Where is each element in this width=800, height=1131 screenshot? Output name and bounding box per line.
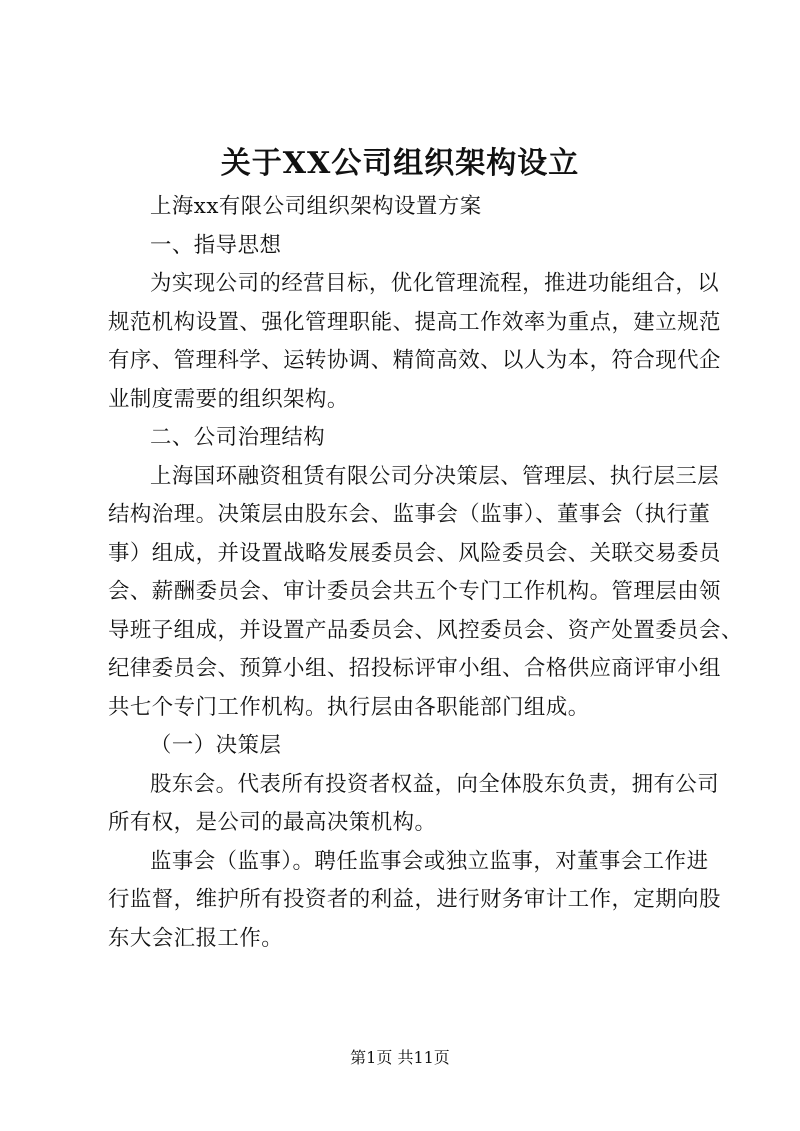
- text-line: 导班子组成，并设置产品委员会、风控委员会、资产处置委员会、: [108, 617, 743, 643]
- text-line: 会、薪酬委员会、审计委员会共五个专门工作机构。管理层由领: [108, 579, 721, 604]
- text-line: 行监督，维护所有投资者的利益，进行财务审计工作，定期向股: [108, 887, 721, 912]
- document-title: 关于XX公司组织架构设立: [220, 146, 580, 181]
- text-line: 共七个专门工作机构。执行层由各职能部门组成。: [108, 694, 590, 720]
- text-line: 结构治理。决策层由股东会、监事会（监事）、董事会（执行董: [108, 502, 711, 527]
- text-line: （一）决策层: [150, 733, 282, 758]
- text-line: 二、公司治理结构: [150, 425, 326, 450]
- text-line: 有序、管理科学、运转协调、精简高效、以人为本，符合现代企: [108, 348, 721, 373]
- text-line: 一、指导思想: [150, 232, 282, 258]
- text-line: 股东会。代表所有投资者权益，向全体股东负责，拥有公司: [150, 771, 720, 797]
- text-line: 事）组成，并设置战略发展委员会、风险委员会、关联交易委员: [108, 540, 721, 566]
- text-line: 上海国环融资租赁有限公司分决策层、管理层、执行层三层: [150, 463, 720, 489]
- text-line: 上海xx有限公司组织架构设置方案: [150, 194, 482, 219]
- text-line: 纪律委员会、预算小组、招投标评审小组、合格供应商评审小组: [108, 656, 721, 681]
- text-line: 东大会汇报工作。: [108, 925, 284, 951]
- text-line: 监事会（监事）。聘任监事会或独立监事，对董事会工作进: [150, 848, 709, 874]
- page-footer: 第1页 共11页: [350, 1048, 450, 1067]
- text-line: 所有权，是公司的最高决策机构。: [108, 810, 437, 835]
- text-line: 业制度需要的组织架构。: [108, 386, 349, 412]
- text-line: 为实现公司的经营目标，优化管理流程，推进功能组合，以: [150, 271, 720, 296]
- document-body: [108, 188, 743, 958]
- text-line: 规范机构设置、强化管理职能、提高工作效率为重点，建立规范: [108, 309, 721, 335]
